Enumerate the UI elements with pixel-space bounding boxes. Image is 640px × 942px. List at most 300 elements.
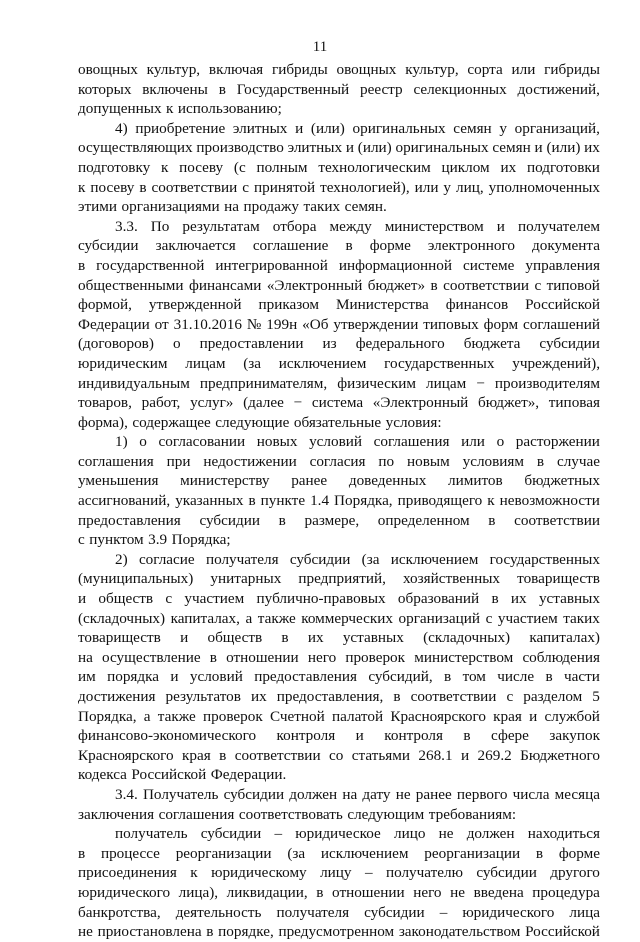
text-word: № xyxy=(246,315,262,333)
text-line xyxy=(78,609,600,629)
text-word: субсидии xyxy=(223,785,285,803)
text-word: капиталах, xyxy=(170,609,240,627)
text-word: Получатель xyxy=(142,785,219,803)
text-word: юридическим xyxy=(78,354,168,372)
text-line xyxy=(78,158,600,178)
text-word: (за xyxy=(361,550,380,568)
text-word: введена xyxy=(473,883,524,901)
text-word: в xyxy=(316,883,324,901)
text-word: достижения xyxy=(78,688,156,705)
text-word: министерством xyxy=(384,217,484,235)
text-word: палатой xyxy=(331,707,384,725)
text-word: 3.9 xyxy=(148,531,168,549)
text-word: условий xyxy=(189,668,243,686)
text-word: соответствии xyxy=(410,688,497,705)
text-word: осуществление xyxy=(102,648,201,666)
text-word: юридическому xyxy=(211,864,307,882)
text-word: соглашения xyxy=(373,433,450,451)
text-word: «Электронный xyxy=(266,276,363,294)
text-word: оригинальных xyxy=(395,139,489,157)
text-word: субсидий, xyxy=(368,668,433,686)
text-word: соглашение xyxy=(252,237,329,255)
text-line xyxy=(78,315,600,335)
text-word: овощных xyxy=(78,61,138,78)
text-word: посеву xyxy=(179,158,224,176)
text-word: уполномоченных xyxy=(488,178,600,196)
text-word: с xyxy=(485,609,493,627)
text-word: юридическое xyxy=(295,825,381,843)
text-word: в xyxy=(78,844,86,862)
text-word: должен xyxy=(466,825,515,843)
text-word: по xyxy=(378,452,395,470)
text-word: новых xyxy=(256,433,298,451)
text-word: соглашений xyxy=(523,315,600,333)
text-word: 3.4. xyxy=(115,785,138,803)
text-line xyxy=(78,236,600,256)
text-word: государственных xyxy=(489,550,600,568)
text-line xyxy=(78,628,600,648)
text-line xyxy=(78,256,600,276)
text-word: финансами xyxy=(189,276,262,294)
text-word: о xyxy=(496,433,505,451)
text-word: процессе xyxy=(100,844,160,862)
text-word: деятельность xyxy=(175,903,262,921)
text-word: предоставления xyxy=(78,511,181,529)
text-word: финансово-экономического xyxy=(78,727,257,745)
text-word: технологией), xyxy=(320,178,410,196)
text-word: обществ xyxy=(207,629,263,647)
text-line xyxy=(78,99,600,119)
text-word: и xyxy=(180,629,189,647)
text-word: форма), xyxy=(78,413,128,431)
text-line xyxy=(78,197,600,217)
text-word: в xyxy=(278,511,286,529)
text-word: проверок xyxy=(203,707,263,725)
text-word: «Электронный xyxy=(372,394,469,412)
text-word: или xyxy=(511,61,536,78)
text-line xyxy=(78,589,600,609)
text-line xyxy=(78,413,600,433)
text-word: производителям xyxy=(494,374,600,392)
text-word: (или) xyxy=(310,119,345,137)
text-word: другого xyxy=(550,864,600,882)
text-word: сфере xyxy=(491,727,529,745)
text-word: им xyxy=(78,668,96,686)
page-number: 11 xyxy=(312,39,328,55)
text-word: в xyxy=(281,629,289,647)
text-word: уставных xyxy=(538,590,600,608)
text-word: соглашения xyxy=(78,452,154,470)
text-word: бюджетных xyxy=(524,472,600,490)
text-word: оригинальных xyxy=(352,119,446,137)
text-word: следующие xyxy=(215,413,290,431)
text-word: исключением xyxy=(278,354,367,372)
text-word: к xyxy=(487,492,495,510)
text-word: использованию; xyxy=(177,100,282,118)
text-word: Красноярского xyxy=(390,707,486,725)
text-line xyxy=(78,138,600,158)
text-word: подготовку xyxy=(78,158,151,176)
text-word: (за xyxy=(243,354,262,372)
text-word: субсидии xyxy=(364,903,425,921)
text-word: (складочных) xyxy=(78,609,166,627)
text-word: Государственный xyxy=(236,80,350,98)
text-word: Красноярского xyxy=(78,746,174,764)
text-word: (далее xyxy=(243,394,284,412)
text-line xyxy=(78,765,600,785)
text-word: исключением xyxy=(390,550,479,568)
text-word: ликвидации, xyxy=(226,883,308,901)
text-word: коммерческих xyxy=(301,609,393,627)
text-word: из xyxy=(322,335,337,353)
text-word: утвержденной xyxy=(148,296,242,314)
text-word: (за xyxy=(287,844,306,862)
text-word: заключения xyxy=(78,805,155,823)
text-word: 31.10.2016 xyxy=(173,315,242,333)
text-word: (складочных) xyxy=(423,629,511,647)
text-word: с xyxy=(165,590,173,608)
text-word: недостижении xyxy=(203,452,297,470)
text-word: Федерации. xyxy=(210,766,287,784)
text-word: – xyxy=(364,864,373,882)
text-word: ранее xyxy=(291,472,328,490)
text-word: субсидии xyxy=(476,864,537,882)
text-word: «Об xyxy=(302,315,329,333)
text-word: первого xyxy=(456,785,508,803)
text-word: физическим xyxy=(337,374,416,392)
text-word: товаров, xyxy=(78,394,132,412)
text-word: находиться xyxy=(527,825,600,843)
text-word: в xyxy=(430,276,438,294)
text-word: их xyxy=(307,629,324,647)
text-word: реорганизации xyxy=(175,844,272,862)
text-word: и xyxy=(345,139,354,157)
text-word: края xyxy=(493,707,522,725)
text-word: реестр xyxy=(359,80,403,98)
text-word: ассигнований, xyxy=(78,492,171,510)
text-word: реорганизации xyxy=(424,844,521,862)
text-line xyxy=(78,746,600,766)
text-word: 269.2 xyxy=(477,746,512,764)
text-word: с xyxy=(242,178,250,196)
text-word: документа xyxy=(532,237,600,255)
text-word: продажу xyxy=(243,198,299,216)
text-word: в xyxy=(209,648,217,666)
text-word: приобретение xyxy=(135,119,226,137)
text-word: том xyxy=(462,668,486,686)
text-line xyxy=(78,178,600,198)
text-line xyxy=(78,863,600,883)
text-word: индивидуальным xyxy=(78,374,190,392)
text-word: предоставлении xyxy=(199,335,304,353)
text-word: – xyxy=(274,825,283,843)
text-word: в xyxy=(535,844,544,862)
text-word: лицу xyxy=(320,864,352,882)
text-line xyxy=(78,530,600,550)
text-word: в xyxy=(345,237,353,255)
text-word: кодекса xyxy=(78,766,127,784)
text-word: селекционных xyxy=(413,80,507,98)
text-line xyxy=(78,471,600,491)
text-word: пункте xyxy=(260,492,306,510)
text-word: их xyxy=(500,158,517,176)
text-word: участием xyxy=(497,609,558,627)
text-word: 199н xyxy=(266,315,298,333)
text-word: этими xyxy=(78,198,118,216)
text-word: от xyxy=(154,315,169,333)
text-word: типовая xyxy=(548,394,600,412)
text-word: со xyxy=(329,746,344,764)
text-word: таких xyxy=(303,198,341,216)
text-word: элитных xyxy=(232,119,288,137)
text-word: лицам xyxy=(185,354,226,372)
text-line xyxy=(78,354,600,374)
text-word: результатов xyxy=(165,688,241,705)
text-line xyxy=(78,511,600,531)
text-line xyxy=(78,667,600,687)
text-word: бюджет» xyxy=(367,276,426,294)
text-word: и xyxy=(460,746,470,764)
text-word: 5 xyxy=(592,688,600,705)
text-word: их xyxy=(250,688,267,705)
text-word: услуг» xyxy=(190,394,234,412)
text-word: случае xyxy=(556,452,600,470)
text-word: соответствии xyxy=(151,178,238,196)
text-word: доведенных xyxy=(348,472,427,490)
text-word: или xyxy=(414,178,439,196)
text-word: результатам xyxy=(182,217,260,235)
text-word: государственной xyxy=(96,256,205,274)
text-word: Министерства xyxy=(336,296,429,314)
text-word: субсидии xyxy=(199,511,260,529)
text-word: дату xyxy=(362,785,391,803)
text-word: закупок xyxy=(549,727,600,745)
text-word: исключением xyxy=(320,844,409,862)
text-word: у xyxy=(499,119,507,137)
text-word: края xyxy=(182,746,211,764)
text-word: в xyxy=(463,727,471,745)
text-word: числа xyxy=(512,785,550,803)
text-word: также xyxy=(257,609,296,627)
text-word: контроля xyxy=(384,727,443,745)
text-word: следующим xyxy=(347,805,425,823)
text-word: субсидии xyxy=(200,825,262,843)
text-word: к xyxy=(166,100,174,118)
text-word: в xyxy=(545,668,553,686)
text-word: Порядка, xyxy=(334,492,393,510)
text-word: субсидии xyxy=(78,237,139,255)
text-word: федерального xyxy=(355,335,445,353)
text-word: производство xyxy=(196,139,284,157)
text-word: предусмотренном xyxy=(278,923,395,941)
text-word: допущенных xyxy=(78,100,162,118)
text-word: бюджета xyxy=(463,335,521,353)
text-word: (муниципальных) xyxy=(78,570,194,588)
text-word: отношении xyxy=(332,883,405,901)
text-word: у xyxy=(443,178,452,196)
text-word: министерством xyxy=(414,648,514,666)
text-word: государственных xyxy=(384,354,495,372)
text-word: с xyxy=(506,688,514,705)
text-word: и xyxy=(355,727,364,745)
text-word: предпринимателям, xyxy=(199,374,328,392)
text-line xyxy=(78,903,600,923)
text-word: на xyxy=(224,198,240,216)
text-word: их xyxy=(510,590,527,608)
text-word: приостановлена xyxy=(97,923,202,941)
text-line xyxy=(78,824,600,844)
text-word: участием xyxy=(184,590,245,608)
text-word: отбора xyxy=(272,217,317,235)
text-word: лицо xyxy=(394,825,426,843)
text-word: невозможности xyxy=(499,492,600,510)
text-word: лица xyxy=(569,903,600,921)
text-word: 2) xyxy=(115,550,128,568)
text-word: части xyxy=(564,668,600,686)
text-word: обязательные xyxy=(293,413,382,431)
text-word: соответствии xyxy=(514,511,600,529)
text-word: с xyxy=(78,531,85,549)
text-line xyxy=(78,844,600,864)
text-word: а xyxy=(143,707,151,725)
text-line xyxy=(78,648,600,668)
text-word: заключается xyxy=(155,237,236,255)
text-line xyxy=(78,805,600,825)
body-text xyxy=(78,60,600,942)
text-word: культур, xyxy=(146,61,201,78)
text-word: не xyxy=(450,883,465,901)
text-word: в xyxy=(488,511,496,529)
text-word: получателя xyxy=(276,903,350,921)
text-word: Российской xyxy=(525,296,600,314)
text-word: учреждений), xyxy=(512,354,600,372)
text-word: унитарных xyxy=(210,570,282,588)
text-word: с xyxy=(534,276,542,294)
text-word: процедура xyxy=(532,883,600,901)
text-word: в xyxy=(536,452,545,470)
text-word: лимитов xyxy=(448,472,503,490)
text-word: (с xyxy=(233,158,246,176)
text-word: отношении xyxy=(226,648,299,666)
text-word: достижений, xyxy=(517,80,600,98)
text-word: Счетной xyxy=(269,707,325,725)
text-line xyxy=(78,119,600,139)
text-word: образований xyxy=(397,590,480,608)
text-word: в xyxy=(248,492,256,510)
text-word: него xyxy=(413,883,442,901)
text-word: условий xyxy=(309,433,362,451)
text-word: уставных xyxy=(342,629,404,647)
text-word: и xyxy=(295,119,304,137)
text-word: новым xyxy=(407,452,450,470)
text-word: лиц, xyxy=(455,178,484,196)
text-word: также xyxy=(157,707,196,725)
text-line xyxy=(78,687,600,707)
text-word: гибриды xyxy=(271,61,328,78)
text-word: 1.4 xyxy=(310,492,330,510)
text-word: в xyxy=(139,178,147,196)
text-word: финансов xyxy=(445,296,509,314)
text-line xyxy=(78,707,600,727)
text-word: электронного xyxy=(427,237,515,255)
text-word: предоставления xyxy=(254,668,357,686)
text-word: овощных xyxy=(336,61,397,78)
text-line xyxy=(78,432,600,452)
text-word: 3.3. xyxy=(115,217,138,235)
text-word: получателя xyxy=(205,550,279,568)
text-word: управления xyxy=(525,256,600,274)
text-word: службой xyxy=(544,707,600,725)
text-word: а xyxy=(245,609,253,627)
text-word: порядке, xyxy=(218,923,274,941)
text-word: ранее xyxy=(415,785,452,803)
text-word: публично-правовых xyxy=(256,590,386,608)
text-word: бюджет», xyxy=(478,394,540,412)
text-word: таких xyxy=(563,609,600,627)
text-word: приводящего xyxy=(397,492,483,510)
text-line xyxy=(78,217,600,237)
text-word: получателем xyxy=(517,217,600,235)
text-word: о xyxy=(172,335,181,353)
text-word: юридического xyxy=(462,903,555,921)
text-word: получатель xyxy=(115,825,188,843)
text-word: гибриды xyxy=(544,61,600,78)
text-word: соответствовать xyxy=(238,805,343,823)
text-word: форме xyxy=(558,844,600,862)
text-word: общественными xyxy=(78,276,184,294)
text-word: между xyxy=(329,217,372,235)
text-word: и xyxy=(170,668,179,686)
text-line xyxy=(78,80,600,100)
text-line xyxy=(78,785,600,805)
text-line xyxy=(78,922,600,942)
text-word: банкротства, xyxy=(78,903,161,921)
text-line xyxy=(78,295,600,315)
text-word: согласовании xyxy=(158,433,246,451)
text-word: 1) xyxy=(115,433,128,451)
text-word: условиям xyxy=(462,452,525,470)
text-word: культур, xyxy=(405,61,459,78)
text-word: должен xyxy=(289,785,338,803)
text-word: лица), xyxy=(178,883,219,901)
text-word: организаций, xyxy=(514,119,600,137)
text-word: лицам xyxy=(426,374,467,392)
text-word: в xyxy=(218,80,226,98)
text-word: информационной xyxy=(338,256,453,274)
text-word: хозяйственных xyxy=(403,570,501,588)
text-word: в xyxy=(393,688,401,705)
text-word: технологическим xyxy=(318,158,431,176)
text-word: 4) xyxy=(115,119,128,137)
text-word: субсидии xyxy=(289,550,351,568)
text-word: статьями xyxy=(351,746,410,764)
text-word: сорта xyxy=(467,61,503,78)
text-word: согласие xyxy=(138,550,195,568)
text-word: организациями xyxy=(121,198,220,216)
text-word: проверок xyxy=(345,648,406,666)
text-word: о xyxy=(139,433,147,451)
text-word: семян xyxy=(453,119,492,137)
text-word: интегрированной xyxy=(215,256,328,274)
text-word: к xyxy=(190,864,198,882)
text-word: осуществляющих xyxy=(78,139,193,157)
text-word: соглашения xyxy=(158,805,235,823)
text-word: семян xyxy=(492,139,531,157)
text-word: которых xyxy=(78,80,132,98)
text-word: при xyxy=(166,452,191,470)
text-word: – xyxy=(439,903,448,921)
text-word: работ, xyxy=(141,394,181,412)
